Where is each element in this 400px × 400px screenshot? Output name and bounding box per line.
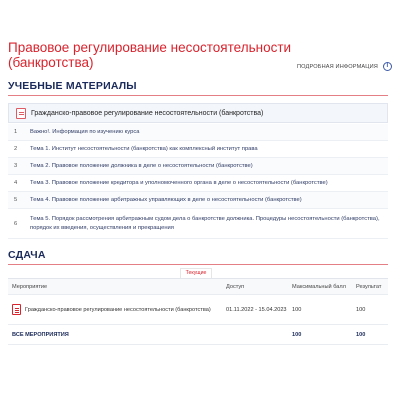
topic-label: Тема 4. Правовое положение арбитражных управляющих в деле о несостоятельности (банкротстве) — [30, 196, 302, 203]
topic-number: 6 — [14, 220, 18, 227]
topic-row[interactable] — [8, 209, 388, 239]
column-header-activity: Мероприятие — [12, 283, 48, 290]
column-header-result: Результат — [356, 283, 382, 290]
topic-number: 4 — [14, 180, 18, 186]
topic-number: 2 — [14, 146, 18, 152]
topic-label: Тема 3. Правовое положение кредитора и уполномоченного органа в деле о несостоятельности (банкротстве) — [30, 179, 328, 186]
submission-divider — [8, 264, 388, 265]
tab-current[interactable]: Текущие — [180, 268, 212, 278]
total-max-score: 100 — [292, 331, 302, 338]
results-table — [8, 278, 388, 345]
topic-number: 3 — [14, 163, 18, 169]
topic-row[interactable] — [8, 192, 388, 209]
activity-link[interactable]: Гражданско-правовое регулирование несостоятельности (банкротства) — [25, 306, 211, 313]
total-result: 100 — [356, 331, 366, 338]
materials-divider — [8, 95, 388, 96]
topic-row[interactable] — [8, 175, 388, 192]
info-icon: I — [383, 62, 392, 71]
more-info-link[interactable] — [297, 62, 392, 71]
table-row[interactable] — [8, 295, 388, 325]
module-card[interactable] — [8, 103, 388, 123]
max-score-cell: 100 — [292, 306, 302, 313]
submission-heading: СДАЧА — [8, 249, 46, 261]
module-title: Гражданско-правовое регулирование несостоятельности (банкротства) — [31, 109, 264, 117]
activity-cell — [8, 304, 226, 315]
topic-label: Тема 1. Институт несостоятельности (банкротства) как комплексный институт права — [30, 145, 258, 152]
topic-row[interactable] — [8, 124, 388, 141]
materials-heading: УЧЕБНЫЕ МАТЕРИАЛЫ — [8, 80, 137, 92]
topic-number: 1 — [14, 129, 18, 135]
topic-label: Тема 2. Правовое положение должника в деле о несостоятельности (банкротстве) — [30, 162, 253, 169]
topic-list — [8, 124, 388, 239]
more-info-label: ПОДРОБНАЯ ИНФОРМАЦИЯ — [297, 63, 378, 70]
topic-row[interactable] — [8, 158, 388, 175]
topic-label: Тема 5. Порядок рассмотрения арбитражным судом дела о банкротстве должника. Процедуры несостоятельности (банкротства), порядок их введения, осуществления и прекращения — [30, 215, 380, 231]
total-row — [8, 325, 388, 345]
topic-row[interactable] — [8, 141, 388, 158]
task-icon — [12, 304, 21, 315]
column-header-access: Доступ — [226, 283, 245, 290]
document-icon — [16, 108, 26, 119]
column-header-max-score: Максимальный балл — [292, 283, 346, 290]
course-title: Правовое регулирование несостоятельности (банкротства) — [8, 40, 292, 70]
table-header — [8, 279, 388, 295]
result-cell: 100 — [356, 306, 366, 313]
topic-label: Важно!. Информация по изучению курса — [30, 128, 140, 135]
access-cell: 01.11.2022 - 15.04.2023 — [226, 306, 287, 313]
topic-number: 5 — [14, 197, 18, 203]
total-label: ВСЕ МЕРОПРИЯТИЯ — [12, 331, 69, 338]
